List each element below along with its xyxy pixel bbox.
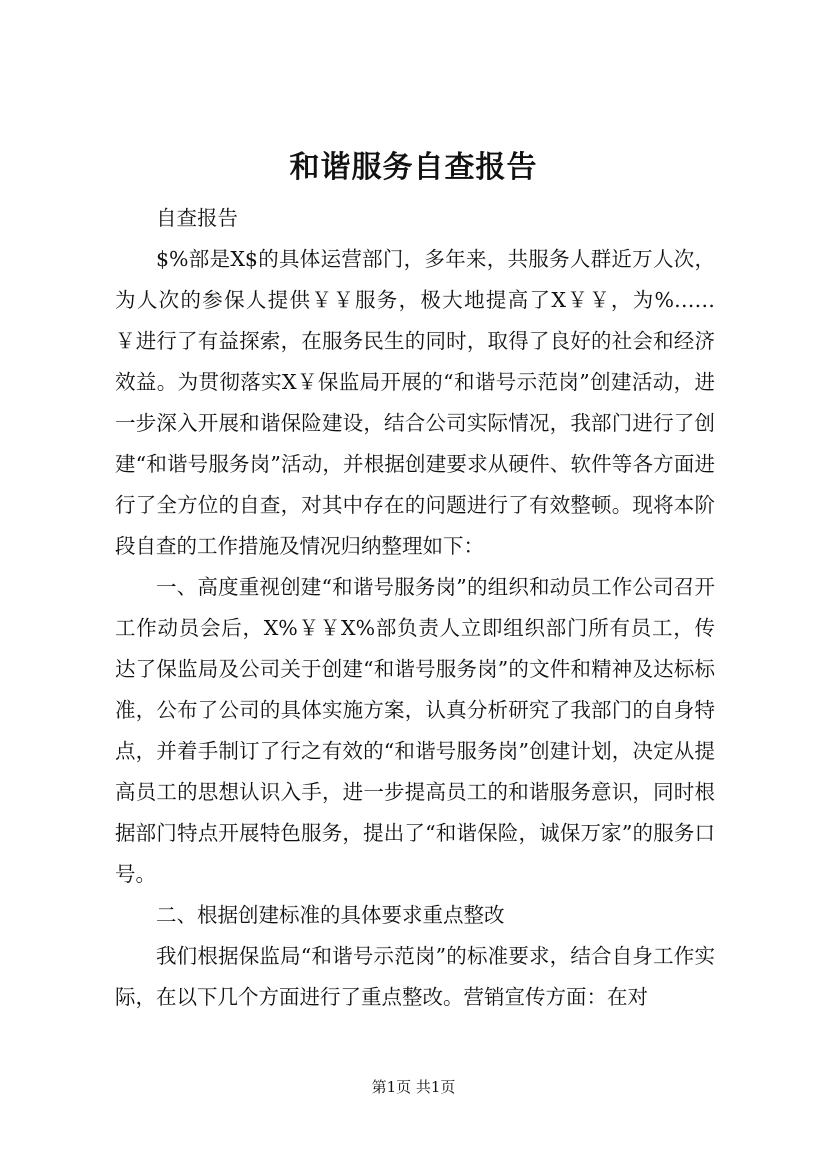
document-title: 和谐服务自查报告 bbox=[289, 150, 538, 185]
document-body bbox=[115, 198, 715, 1018]
paragraph-heading: 自查报告 bbox=[156, 206, 238, 230]
paragraph-intro: $%部是X$的具体运营部门，多年来，共服务人群近万人次，为人次的参保人提供￥￥服务，极大地提高了X￥￥，为%……￥进行了有益探索，在服务民生的同时，取得了良好的社会和经济效益。为贯彻落实X￥保监局开展的“和谐号示范岗”创建活动，进一步深入开展和谐保险建设，结合公司实际情况，我部门进行了创建“和谐号服务岗”活动，并根据创建要求从硬件、软件等各方面进行了全方位的自查，对其中存在的问题进行了有效整顿。现将本阶段自查的工作措施及情况归纳整理如下： bbox=[115, 247, 715, 558]
paragraph-section-one: 一、高度重视创建“和谐号服务岗”的组织和动员工作公司召开工作动员会后，X%￥￥X%部负责人立即组织部门所有员工，传达了保监局及公司关于创建“和谐号服务岗”的文件和精神及达标标准，公布了公司的具体实施方案，认真分析研究了我部门的自身特点，并着手制订了行之有效的“和谐号服务岗”创建计划，决定从提高员工的思想认识入手，进一步提高员工的和谐服务意识，同时根据部门特点开展特色服务，提出了“和谐保险，诚保万家”的服务口号。 bbox=[115, 575, 715, 886]
paragraph-section-two-heading: 二、根据创建标准的具体要求重点整改 bbox=[156, 903, 505, 927]
page-footer: 第1页 共1页 bbox=[371, 1078, 456, 1096]
paragraph-section-two: 我们根据保监局“和谐号示范岗”的标准要求，结合自身工作实际，在以下几个方面进行了重点整改。营销宣传方面：在对 bbox=[115, 944, 715, 1009]
